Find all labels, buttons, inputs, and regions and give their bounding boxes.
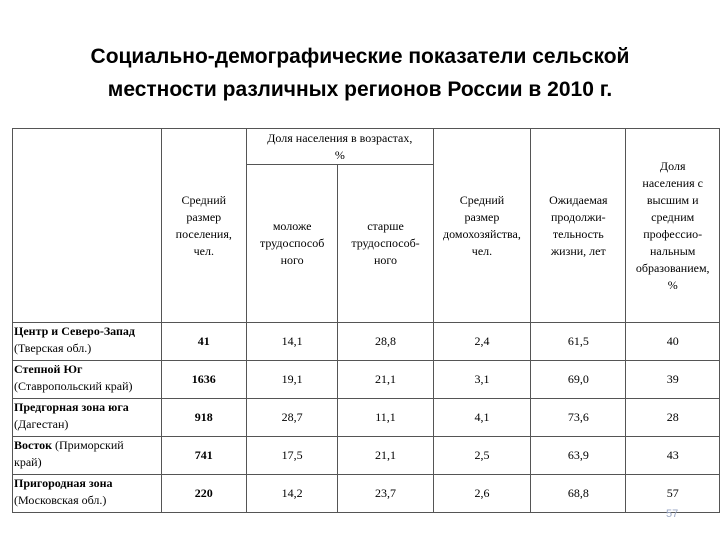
header-age-group: Доля населения в возрастах, %: [246, 129, 433, 165]
younger-share-cell: 14,2: [246, 475, 337, 513]
title-line-2: местности различных регионов России в 2010 г.: [107, 78, 613, 101]
household-size-cell: 3,1: [433, 361, 531, 399]
education-share-cell: 57: [626, 475, 720, 513]
household-size-cell: 2,6: [433, 475, 531, 513]
life-expectancy-cell: 61,5: [531, 323, 626, 361]
table-row: [13, 475, 720, 513]
younger-share-cell: 28,7: [246, 399, 337, 437]
older-share-cell: 28,8: [338, 323, 433, 361]
older-share-cell: 23,7: [338, 475, 433, 513]
header-household-size: Средний размер домохозяйства, чел.: [433, 129, 531, 323]
education-share-cell: 43: [626, 437, 720, 475]
region-cell: Восток (Приморский край): [13, 437, 162, 475]
title-line-1: Социально-демографические показатели сельской: [90, 45, 630, 68]
region-cell: Предгорная зона юга (Дагестан): [13, 399, 162, 437]
household-size-cell: 4,1: [433, 399, 531, 437]
table-row: [13, 399, 720, 437]
page-number: 57: [666, 508, 679, 520]
header-older-working-age: старше трудоспособ- ного: [338, 165, 433, 323]
region-cell: Степной Юг (Ставропольский край): [13, 361, 162, 399]
header-education-share: Доля населения с высшим и средним профессио- нальным образованием, %: [626, 129, 720, 323]
table-row: [13, 361, 720, 399]
household-size-cell: 2,4: [433, 323, 531, 361]
younger-share-cell: 14,1: [246, 323, 337, 361]
education-share-cell: 39: [626, 361, 720, 399]
settlement-size-cell: 741: [161, 437, 246, 475]
younger-share-cell: 19,1: [246, 361, 337, 399]
education-share-cell: 28: [626, 399, 720, 437]
settlement-size-cell: 1636: [161, 361, 246, 399]
younger-share-cell: 17,5: [246, 437, 337, 475]
life-expectancy-cell: 63,9: [531, 437, 626, 475]
life-expectancy-cell: 68,8: [531, 475, 626, 513]
settlement-size-cell: 918: [161, 399, 246, 437]
table-row: [13, 323, 720, 361]
header-settlement-size: Средний размер поселения, чел.: [161, 129, 246, 323]
older-share-cell: 11,1: [338, 399, 433, 437]
table-row: [13, 437, 720, 475]
region-cell: Пригородная зона (Московская обл.): [13, 475, 162, 513]
slide-title: [0, 40, 720, 106]
header-region-cell: [13, 129, 162, 323]
settlement-size-cell: 41: [161, 323, 246, 361]
header-younger-working-age: моложе трудоспособ ного: [246, 165, 337, 323]
older-share-cell: 21,1: [338, 361, 433, 399]
older-share-cell: 21,1: [338, 437, 433, 475]
header-life-expectancy: Ожидаемая продолжи- тельность жизни, лет: [531, 129, 626, 323]
household-size-cell: 2,5: [433, 437, 531, 475]
indicators-table: [12, 128, 720, 513]
life-expectancy-cell: 69,0: [531, 361, 626, 399]
education-share-cell: 40: [626, 323, 720, 361]
life-expectancy-cell: 73,6: [531, 399, 626, 437]
settlement-size-cell: 220: [161, 475, 246, 513]
region-cell: Центр и Северо-Запад (Тверская обл.): [13, 323, 162, 361]
